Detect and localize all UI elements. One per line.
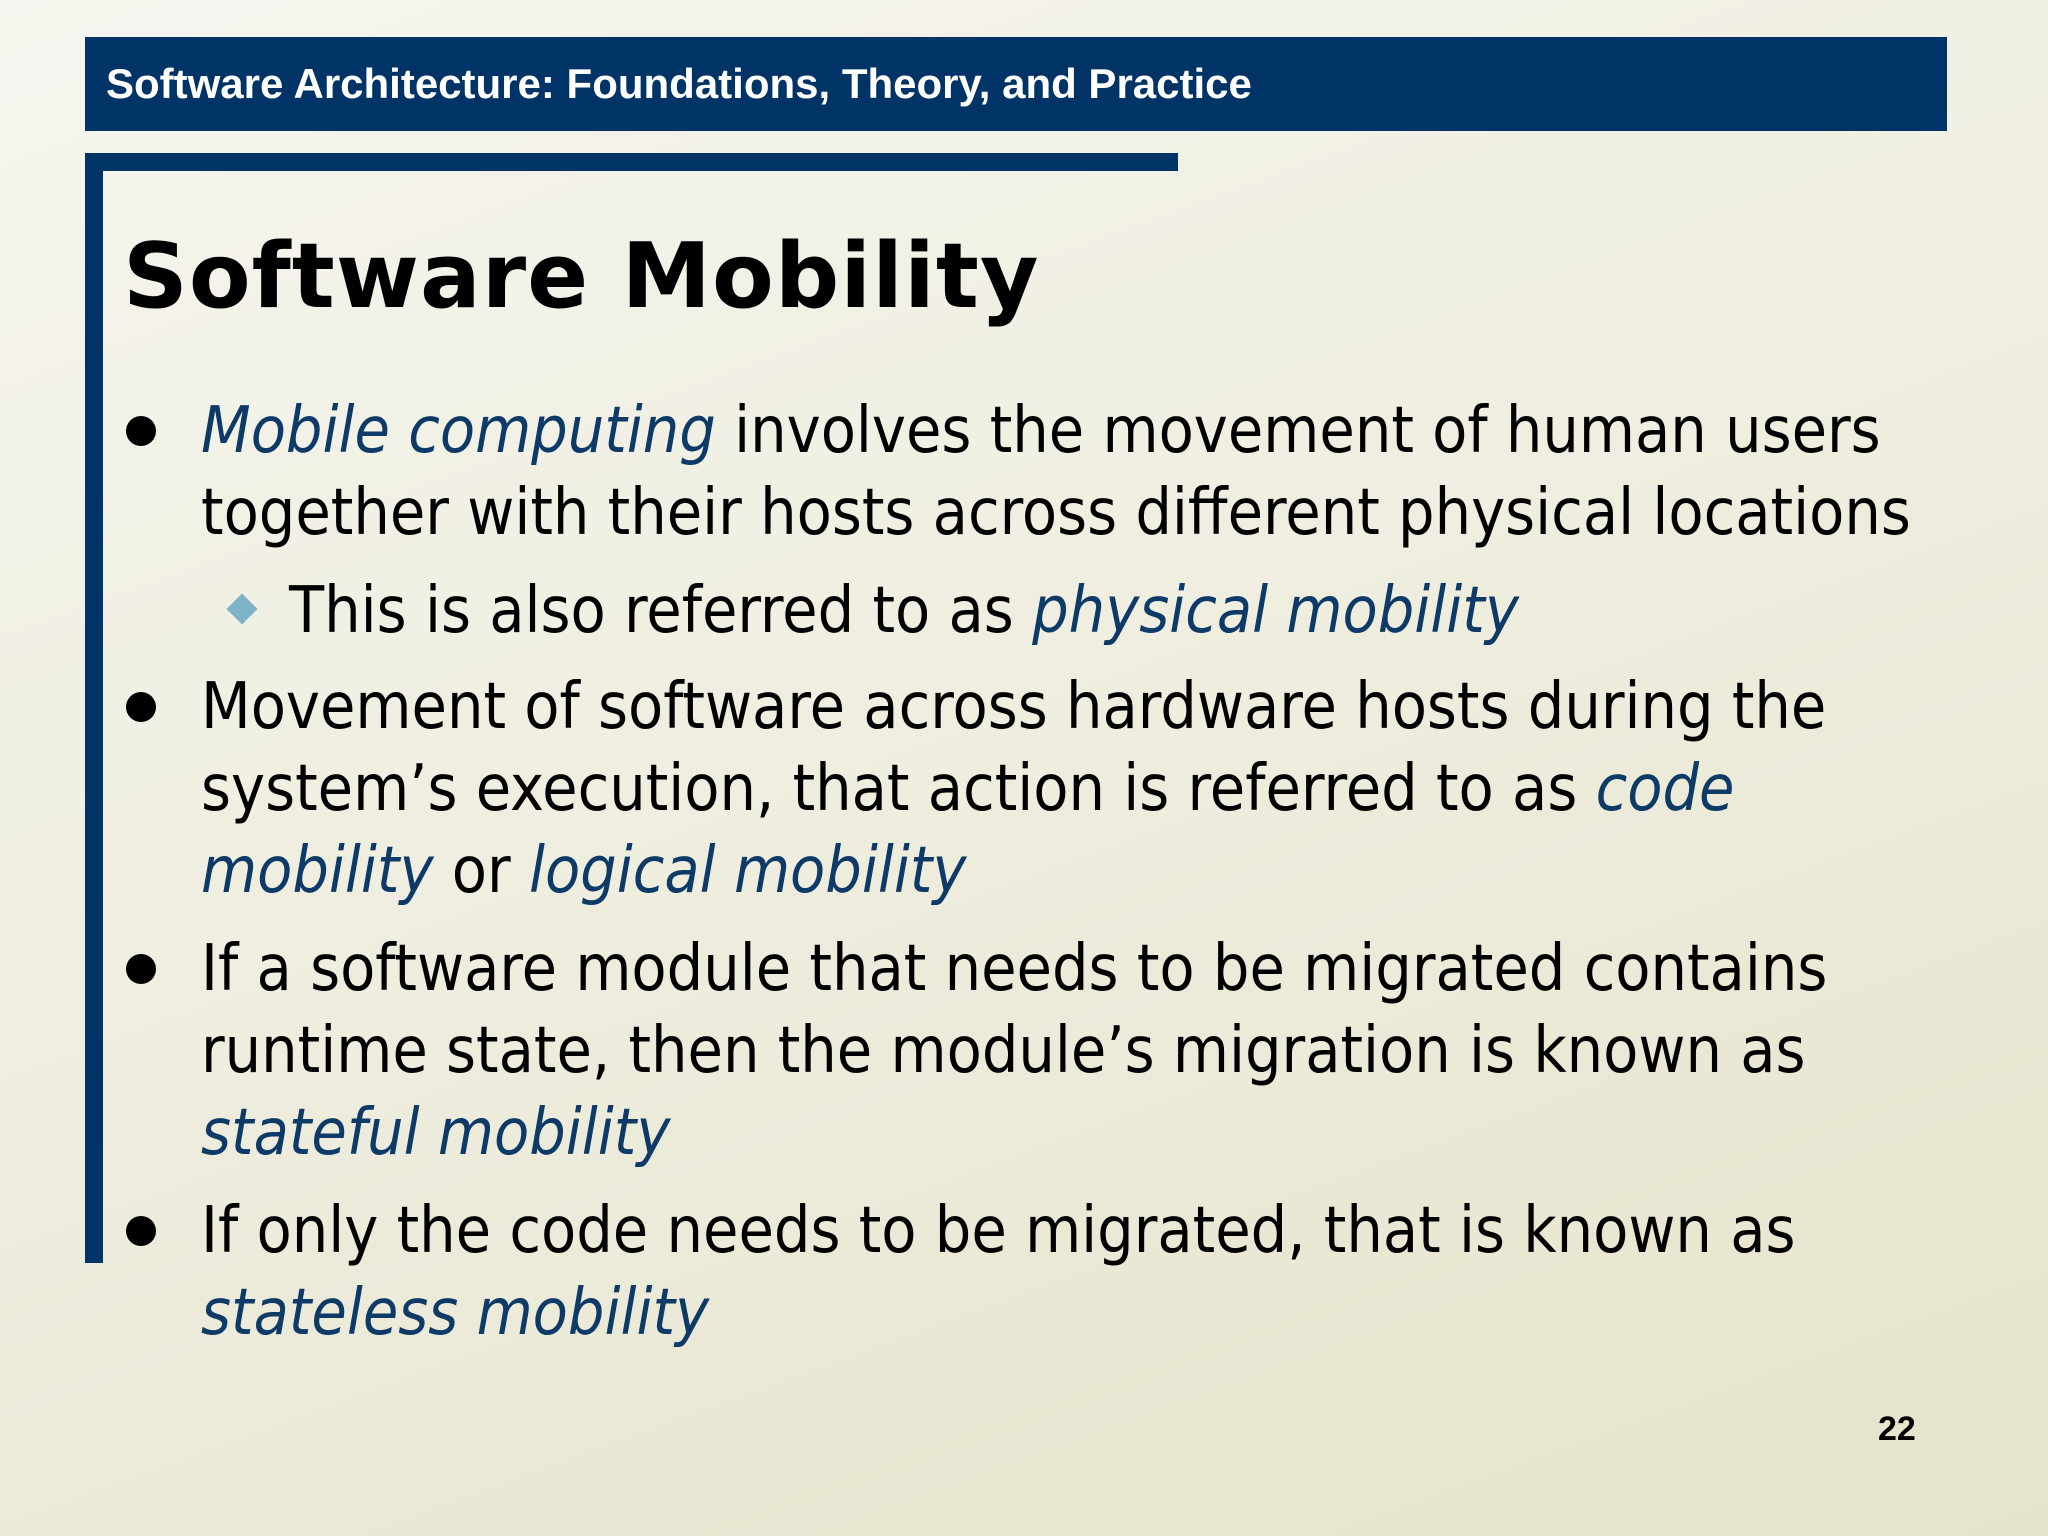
- term-mobile-computing: Mobile computing: [201, 394, 716, 468]
- bullet-dot-icon: [126, 692, 156, 722]
- bullet-connector: or: [433, 834, 529, 908]
- sub-bullet-text: This is also referred to as: [289, 574, 1033, 648]
- bullet-text: If only the code needs to be migrated, that is known as: [201, 1194, 1796, 1268]
- bullet-dot-icon: [126, 1216, 156, 1246]
- course-title: Software Architecture: Foundations, Theory, and Practice: [106, 60, 1252, 107]
- bullet-text: If a software module that needs to be migrated contains runtime state, then the module’s migration is known as: [201, 932, 1828, 1088]
- term-code-mobility: code mobility: [201, 752, 1735, 908]
- bullet-mobile-computing: [123, 390, 1923, 554]
- slide-title: Software Mobility: [123, 224, 1040, 329]
- sub-bullet-physical-mobility: [123, 570, 1923, 652]
- bullet-stateless-mobility: [123, 1190, 1923, 1354]
- frame-top-rule: [85, 153, 1178, 171]
- term-logical-mobility: logical mobility: [528, 834, 967, 908]
- bullet-dot-icon: [126, 416, 156, 446]
- bullet-code-mobility: [123, 666, 1923, 912]
- diamond-bullet-icon: [226, 593, 257, 624]
- term-stateless-mobility: stateless mobility: [201, 1276, 710, 1350]
- header-bar: [85, 37, 1947, 131]
- term-stateful-mobility: stateful mobility: [201, 1096, 671, 1170]
- page-number: 22: [1878, 1410, 1916, 1448]
- bullet-text: involves the movement of human users together with their hosts across different physical locations: [201, 394, 1911, 550]
- frame-left-rule: [85, 153, 103, 1263]
- bullet-list: [123, 390, 1923, 1370]
- term-physical-mobility: physical mobility: [1032, 574, 1519, 648]
- bullet-stateful-mobility: [123, 928, 1923, 1174]
- bullet-text: Movement of software across hardware hosts during the system’s execution, that action is referred to as: [201, 670, 1827, 826]
- bullet-dot-icon: [126, 954, 156, 984]
